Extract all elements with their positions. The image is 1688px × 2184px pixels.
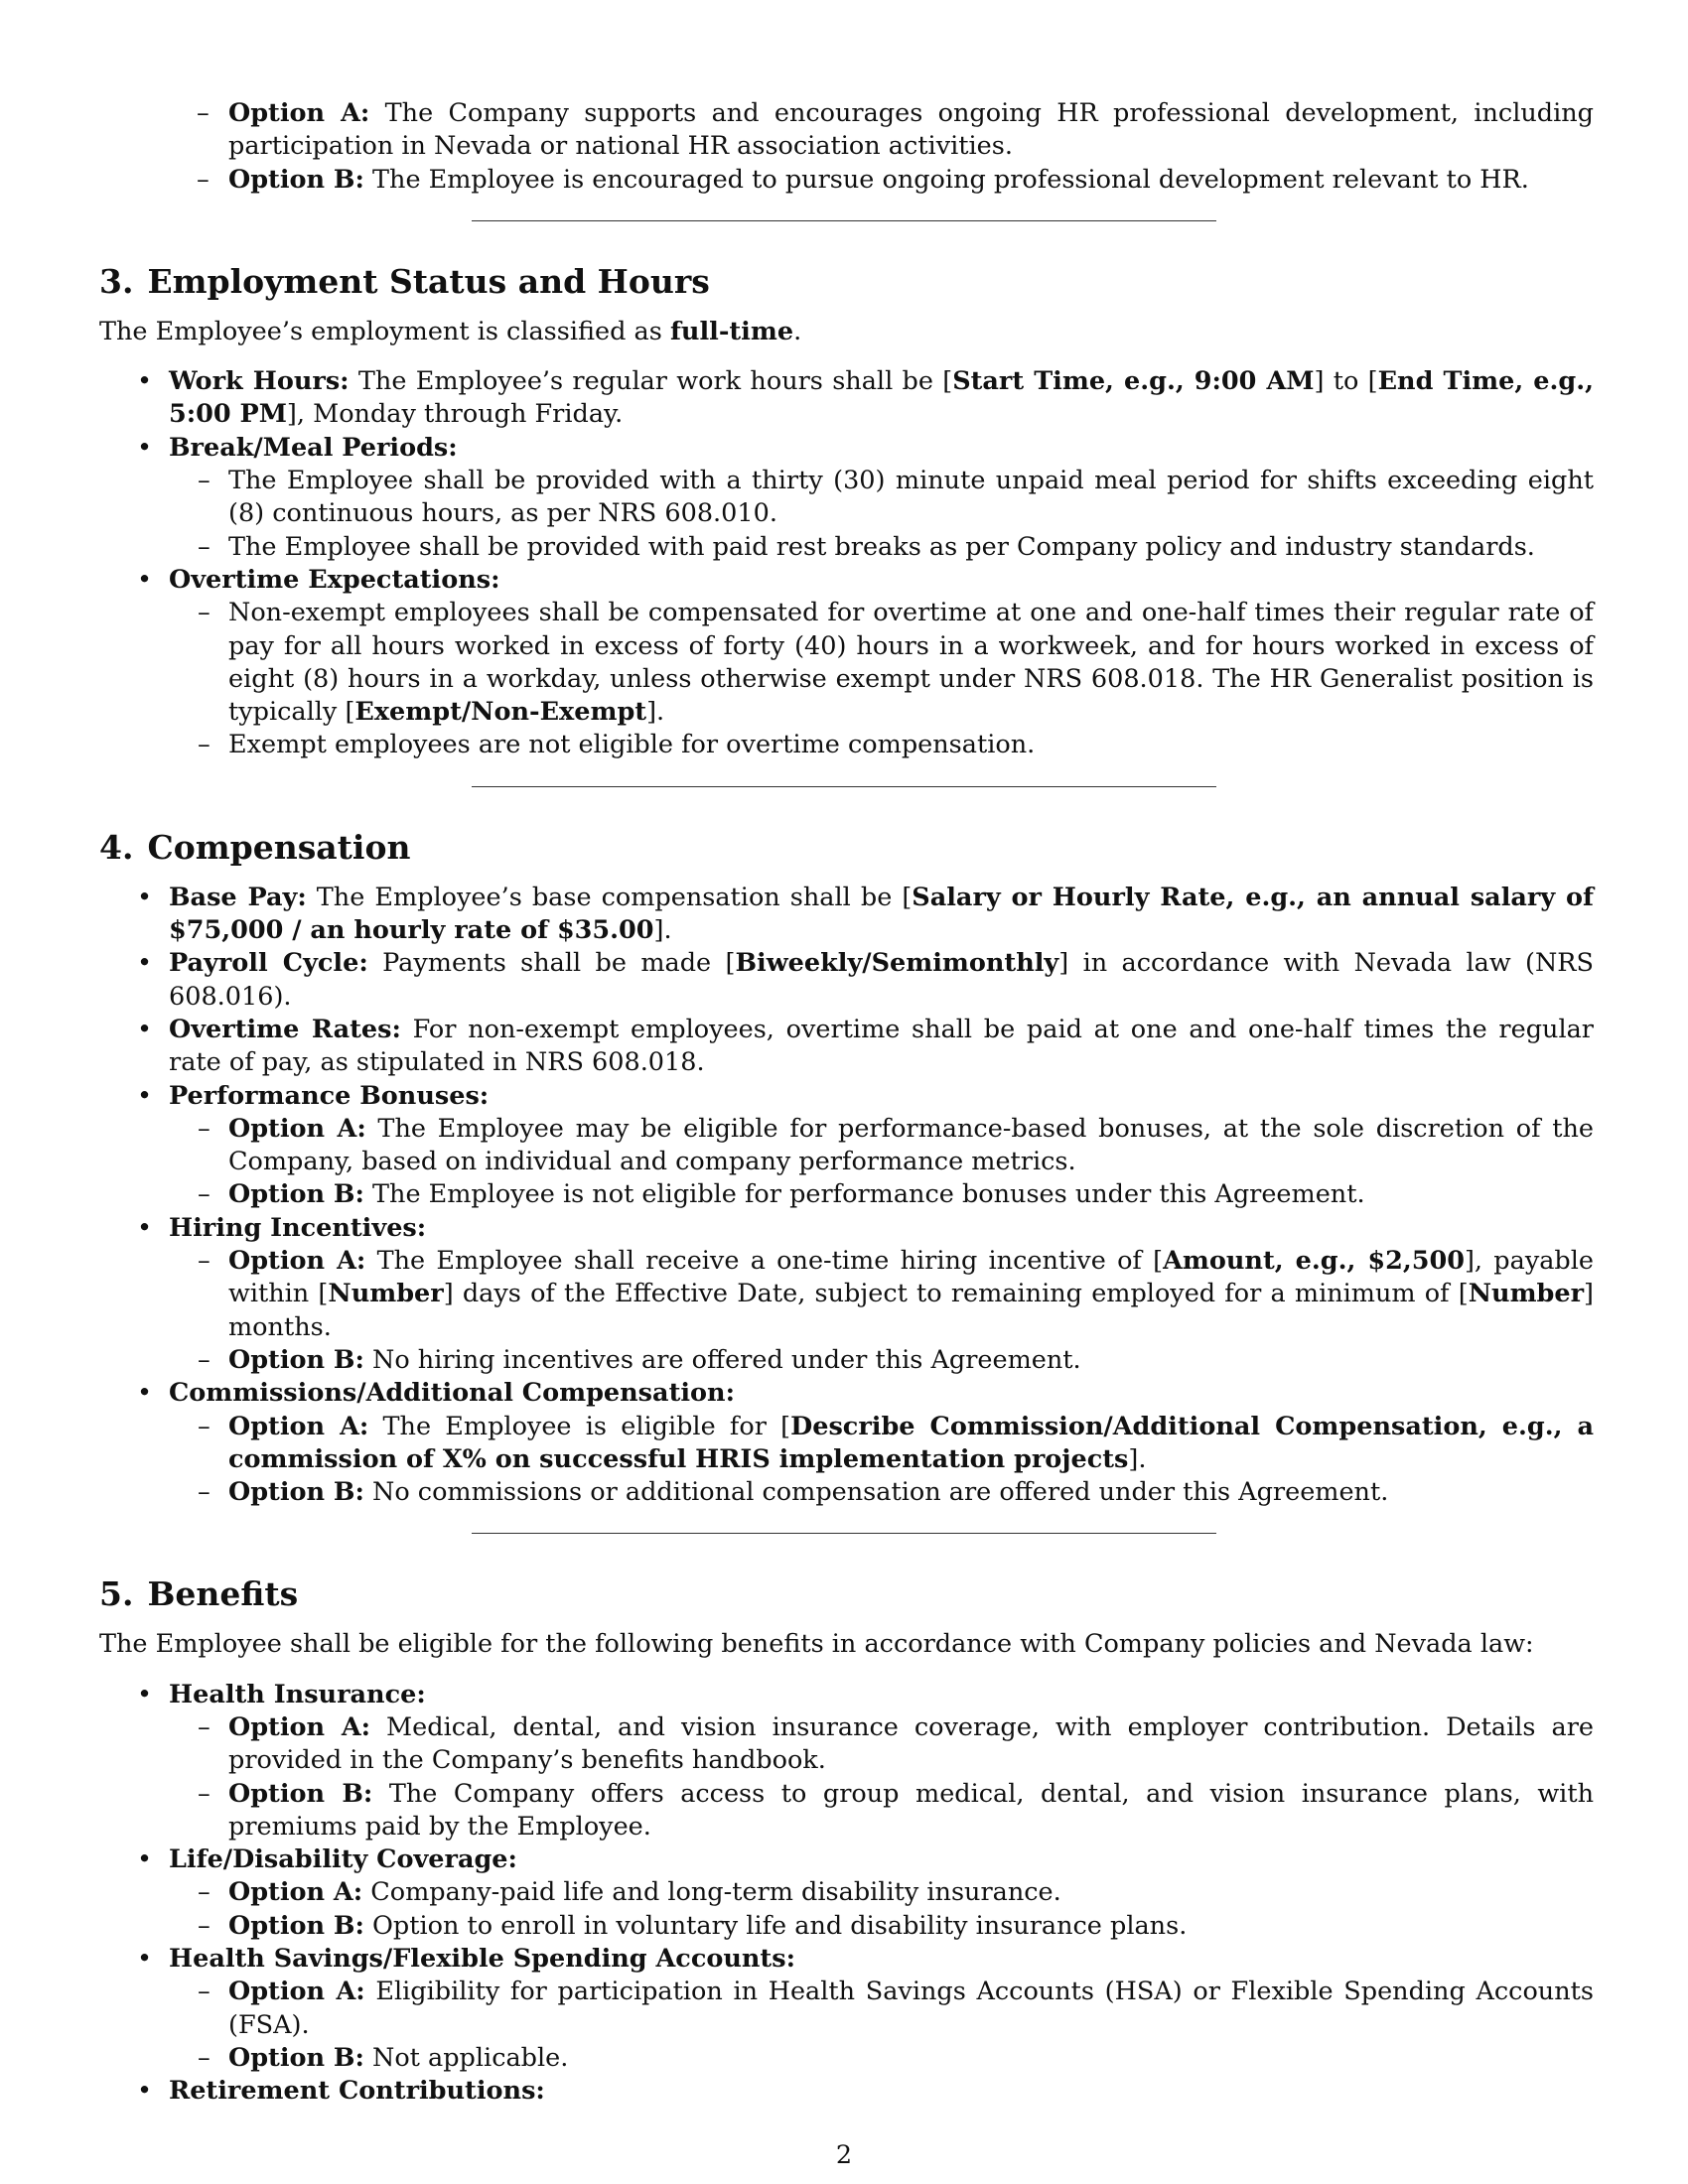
hsa-fsa-item: • Health Savings/Flexible Spending Accounts: – Option A: Eligibility for participation in Health Savings Accounts (HSA) or Flexible Spending Accounts (FSA). – Option B: Not applicable.: [99, 1943, 1594, 2075]
health-insurance-item: • Health Insurance: – Option A: Medical, dental, and vision insurance coverage, with employer contribution. Details are provided in the Company’s benefits handbook. – Option B: The Company offers access to group medical, dental, and vision insurance plans, with premiums paid by the Employee.: [99, 1679, 1594, 1843]
pd-options: [99, 97, 1594, 197]
list-item: – Option B: No hiring incentives are offered under this Agreement.: [169, 1344, 1594, 1377]
benefits-intro: The Employee shall be eligible for the following benefits in accordance with Company policies and Nevada law:: [99, 1629, 1534, 1660]
list-item: – Option A: The Employee is eligible for [Describe Commission/Additional Compensation, e.g., a commission of X% on successful HRIS implementation projects].: [169, 1411, 1594, 1477]
break-periods-item: • Break/Meal Periods: – The Employee shall be provided with a thirty (30) minute unpaid meal period for shifts exceeding eight (8) continuous hours, as per NRS 608.010. – The Employee shall be provided with paid rest breaks as per Company policy and industry standards.: [99, 432, 1594, 564]
pd-option-b: – Option B: The Employee is encouraged to pursue ongoing professional development relevant to HR.: [99, 164, 1594, 197]
list-item: – Option A: Eligibility for participation in Health Savings Accounts (HSA) or Flexible Spending Accounts (FSA).: [169, 1976, 1594, 2042]
section-heading-compensation: 4. Compensation: [99, 827, 411, 867]
document-page: [99, 97, 1594, 2109]
section-divider: [472, 1533, 1216, 1534]
overtime-rates-item: • Overtime Rates: For non-exempt employees, overtime shall be paid at one and one-half times the regular rate of pay, as stipulated in NRS 608.018.: [99, 1014, 1594, 1080]
payroll-cycle-item: • Payroll Cycle: Payments shall be made [Biweekly/Semimonthly] in accordance with Nevada law (NRS 608.016).: [99, 947, 1594, 1014]
list-item: – Exempt employees are not eligible for overtime compensation.: [169, 729, 1594, 761]
list-item: – Option B: The Company offers access to group medical, dental, and vision insurance plans, with premiums paid by the Employee.: [169, 1778, 1594, 1844]
compensation-list: [99, 882, 1594, 1510]
retirement-item: • Retirement Contributions:: [99, 2075, 1594, 2108]
page-number: 2: [835, 2140, 853, 2170]
list-item: – The Employee shall be provided with paid rest breaks as per Company policy and industry standards.: [169, 531, 1594, 564]
base-pay-item: • Base Pay: The Employee’s base compensation shall be [Salary or Hourly Rate, e.g., an annual salary of $75,000 / an hourly rate of $35.00].: [99, 882, 1594, 948]
list-item: – Option A: The Employee shall receive a one-time hiring incentive of [Amount, e.g., $2,500], payable within [Number] days of the Effective Date, subject to remaining employed for a minimum of [Number] months.: [169, 1245, 1594, 1344]
employment-classification: The Employee’s employment is classified as full-time.: [99, 316, 802, 346]
employment-list: [99, 365, 1594, 762]
list-item: – Option A: Company-paid life and long-term disability insurance.: [169, 1876, 1594, 1909]
commissions-item: • Commissions/Additional Compensation: – Option A: The Employee is eligible for [Describe Commission/Additional Compensation, e.g., a commission of X% on successful HRIS implementation projects]. – Option B: No commissions or additional compensation are offered under this Agreement.: [99, 1377, 1594, 1509]
pd-option-a: – Option A: The Company supports and encourages ongoing HR professional development, including participation in Nevada or national HR association activities.: [99, 97, 1594, 164]
list-item: – Option B: No commissions or additional compensation are offered under this Agreement.: [169, 1476, 1594, 1509]
list-item: – Option B: Option to enroll in voluntary life and disability insurance plans.: [169, 1910, 1594, 1943]
performance-bonuses-item: • Performance Bonuses: – Option A: The Employee may be eligible for performance-based bonuses, at the sole discretion of the Company, based on individual and company performance metrics. – Option B: The Employee is not eligible for performance bonuses under this Agreement.: [99, 1080, 1594, 1212]
list-item: – Option A: Medical, dental, and vision insurance coverage, with employer contribution. Details are provided in the Company’s benefits handbook.: [169, 1711, 1594, 1778]
work-hours-item: • Work Hours: The Employee’s regular work hours shall be [Start Time, e.g., 9:00 AM] to [End Time, e.g., 5:00 PM], Monday through Friday.: [99, 365, 1594, 432]
overtime-expectations-item: • Overtime Expectations: – Non-exempt employees shall be compensated for overtime at one and one-half times their regular rate of pay for all hours worked in excess of forty (40) hours in a workweek, and for hours worked in excess of eight (8) hours in a workday, unless otherwise exempt under NRS 608.018. The HR Generalist position is typically [Exempt/Non-Exempt]. – Exempt employees are not eligible for overtime compensation.: [99, 564, 1594, 762]
list-item: – Option B: Not applicable.: [169, 2042, 1594, 2075]
list-item: – Option A: The Employee may be eligible for performance-based bonuses, at the sole discretion of the Company, based on individual and company performance metrics.: [169, 1113, 1594, 1179]
list-item: – Non-exempt employees shall be compensated for overtime at one and one-half times their regular rate of pay for all hours worked in excess of forty (40) hours in a workweek, and for hours worked in excess of eight (8) hours in a workday, unless otherwise exempt under NRS 608.018. The HR Generalist position is typically [Exempt/Non-Exempt].: [169, 597, 1594, 729]
benefits-list: [99, 1679, 1594, 2109]
section-divider: [472, 220, 1216, 221]
section-heading-employment-status: 3. Employment Status and Hours: [99, 261, 710, 301]
list-item: – Option B: The Employee is not eligible for performance bonuses under this Agreement.: [169, 1178, 1594, 1211]
hiring-incentives-item: • Hiring Incentives: – Option A: The Employee shall receive a one-time hiring incentive of [Amount, e.g., $2,500], payable within [Number] days of the Effective Date, subject to remaining employed for a minimum of [Number] months. – Option B: No hiring incentives are offered under this Agreement.: [99, 1212, 1594, 1377]
section-heading-benefits: 5. Benefits: [99, 1574, 299, 1614]
life-disability-item: • Life/Disability Coverage: – Option A: Company-paid life and long-term disability insurance. – Option B: Option to enroll in voluntary life and disability insurance plans.: [99, 1843, 1594, 1943]
list-item: – The Employee shall be provided with a thirty (30) minute unpaid meal period for shifts exceeding eight (8) continuous hours, as per NRS 608.010.: [169, 465, 1594, 531]
section-divider: [472, 786, 1216, 787]
